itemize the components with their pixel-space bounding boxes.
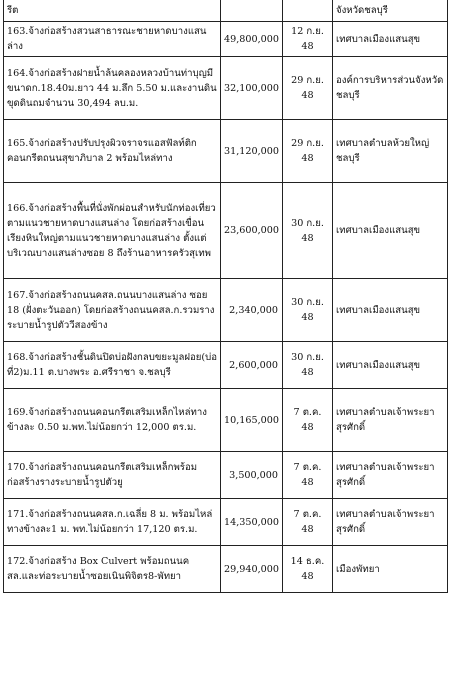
agency-cell: เทศบาลเมืองแสนสุข [333, 342, 448, 389]
header-cell-province: จังหวัดชลบุรี [333, 0, 448, 22]
project-cell: 167.จ้างก่อสร้างถนนคสล.ถนนบางแสนล่าง ซอย 18 (ฝั่งตะวันออก) โดยก่อสร้างถนนคสล.ก.รวมรางระบายน้ำรูปตัววีสองข้าง [4, 279, 221, 342]
date-cell: 29 ก.ย. 48 [283, 120, 333, 183]
table-row [4, 22, 448, 57]
table-row [4, 342, 448, 389]
date-cell: 30 ก.ย. 48 [283, 342, 333, 389]
project-cell: 171.จ้างก่อสร้างถนนคสล.ก.เฉลี่ย 8 ม. พร้อมไหล่ทางข้างละ1 ม. พท.ไม่น้อยกว่า 17,120 ตร.ม. [4, 499, 221, 546]
amount-cell: 29,940,000 [221, 546, 283, 593]
date-cell: 29 ก.ย. 48 [283, 57, 333, 120]
table-row [4, 452, 448, 499]
project-cell: 165.จ้างก่อสร้างปรับปรุงผิวจราจรแอสฟัลท์ติกคอนกรีตถนนสุขาภิบาล 2 พร้อมไหล่ทาง [4, 120, 221, 183]
date-cell: 30 ก.ย. 48 [283, 279, 333, 342]
table-row [4, 499, 448, 546]
table-body [4, 0, 448, 593]
table-row [4, 389, 448, 452]
amount-cell: 2,340,000 [221, 279, 283, 342]
header-cell-amount [221, 0, 283, 22]
header-cell-project: รีต [4, 0, 221, 22]
amount-cell: 14,350,000 [221, 499, 283, 546]
project-cell: 166.จ้างก่อสร้างพื้นที่นั่งพักผ่อนสำหรับนักท่องเที่ยวตามแนวชายหาดบางแสนล่าง โดยก่อสร้างเขื่อนเรียงหินใหญ่ตามแนวชายหาดบางแสนล่าง ตั้งแต่บริเวณบางแสนล่างซอย 8 ถึงร้านอาหารครัวสุเทพ [4, 183, 221, 279]
agency-cell: เทศบาลตำบลห้วยใหญ่ ชลบุรี [333, 120, 448, 183]
agency-cell: องค์การบริหารส่วนจังหวัดชลบุรี [333, 57, 448, 120]
agency-cell: เทศบาลเมืองแสนสุข [333, 183, 448, 279]
table-row [4, 183, 448, 279]
agency-cell: เทศบาลเมืองแสนสุข [333, 22, 448, 57]
agency-cell: เมืองพัทยา [333, 546, 448, 593]
date-cell: 14 ธ.ค. 48 [283, 546, 333, 593]
project-cell: 169.จ้างก่อสร้างถนนคอนกรีตเสริมเหล็กไหล่ทางข้างละ 0.50 ม.พท.ไม่น้อยกว่า 12,000 ตร.ม. [4, 389, 221, 452]
table-row [4, 120, 448, 183]
project-cell: 172.จ้างก่อสร้าง Box Culvert พร้อมถนนคสล.และท่อระบายน้ำซอยเนินพิจิตร8-พัทยา [4, 546, 221, 593]
table-row [4, 57, 448, 120]
date-cell: 12 ก.ย. 48 [283, 22, 333, 57]
amount-cell: 2,600,000 [221, 342, 283, 389]
amount-cell: 32,100,000 [221, 57, 283, 120]
procurement-table [3, 0, 448, 593]
amount-cell: 49,800,000 [221, 22, 283, 57]
project-cell: 170.จ้างก่อสร้างถนนคอนกรีตเสริมเหล็กพร้อมก่อสร้างรางระบายน้ำรูปตัวยู [4, 452, 221, 499]
date-cell: 7 ต.ค. 48 [283, 389, 333, 452]
table-row [4, 546, 448, 593]
amount-cell: 31,120,000 [221, 120, 283, 183]
project-cell: 168.จ้างก่อสร้างชั้นดินปิดบ่อฝังกลบขยะมูลฝอย(บ่อที่2)ม.11 ต.บางพระ อ.ศรีราชา จ.ชลบุรี [4, 342, 221, 389]
date-cell: 7 ต.ค. 48 [283, 452, 333, 499]
amount-cell: 23,600,000 [221, 183, 283, 279]
agency-cell: เทศบาลเมืองแสนสุข [333, 279, 448, 342]
amount-cell: 3,500,000 [221, 452, 283, 499]
header-cell-date [283, 0, 333, 22]
amount-cell: 10,165,000 [221, 389, 283, 452]
project-cell: 163.จ้างก่อสร้างสวนสาธารณะชายหาดบางแสนล่าง [4, 22, 221, 57]
date-cell: 30 ก.ย. 48 [283, 183, 333, 279]
project-cell: 164.จ้างก่อสร้างฝายน้ำล้นคลองหลวงบ้านท่าบุญมี ขนาดก.18.40ม.ยาว 44 ม.ลึก 5.50 ม.และงานดินขุดดินถมจำนวน 30,494 ลบ.ม. [4, 57, 221, 120]
table-row [4, 279, 448, 342]
header-row [4, 0, 448, 22]
agency-cell: เทศบาลตำบลเจ้าพระยาสุรศักดิ์ [333, 499, 448, 546]
agency-cell: เทศบาลตำบลเจ้าพระยาสุรศักดิ์ [333, 389, 448, 452]
date-cell: 7 ต.ค. 48 [283, 499, 333, 546]
agency-cell: เทศบาลตำบลเจ้าพระยาสุรศักดิ์ [333, 452, 448, 499]
